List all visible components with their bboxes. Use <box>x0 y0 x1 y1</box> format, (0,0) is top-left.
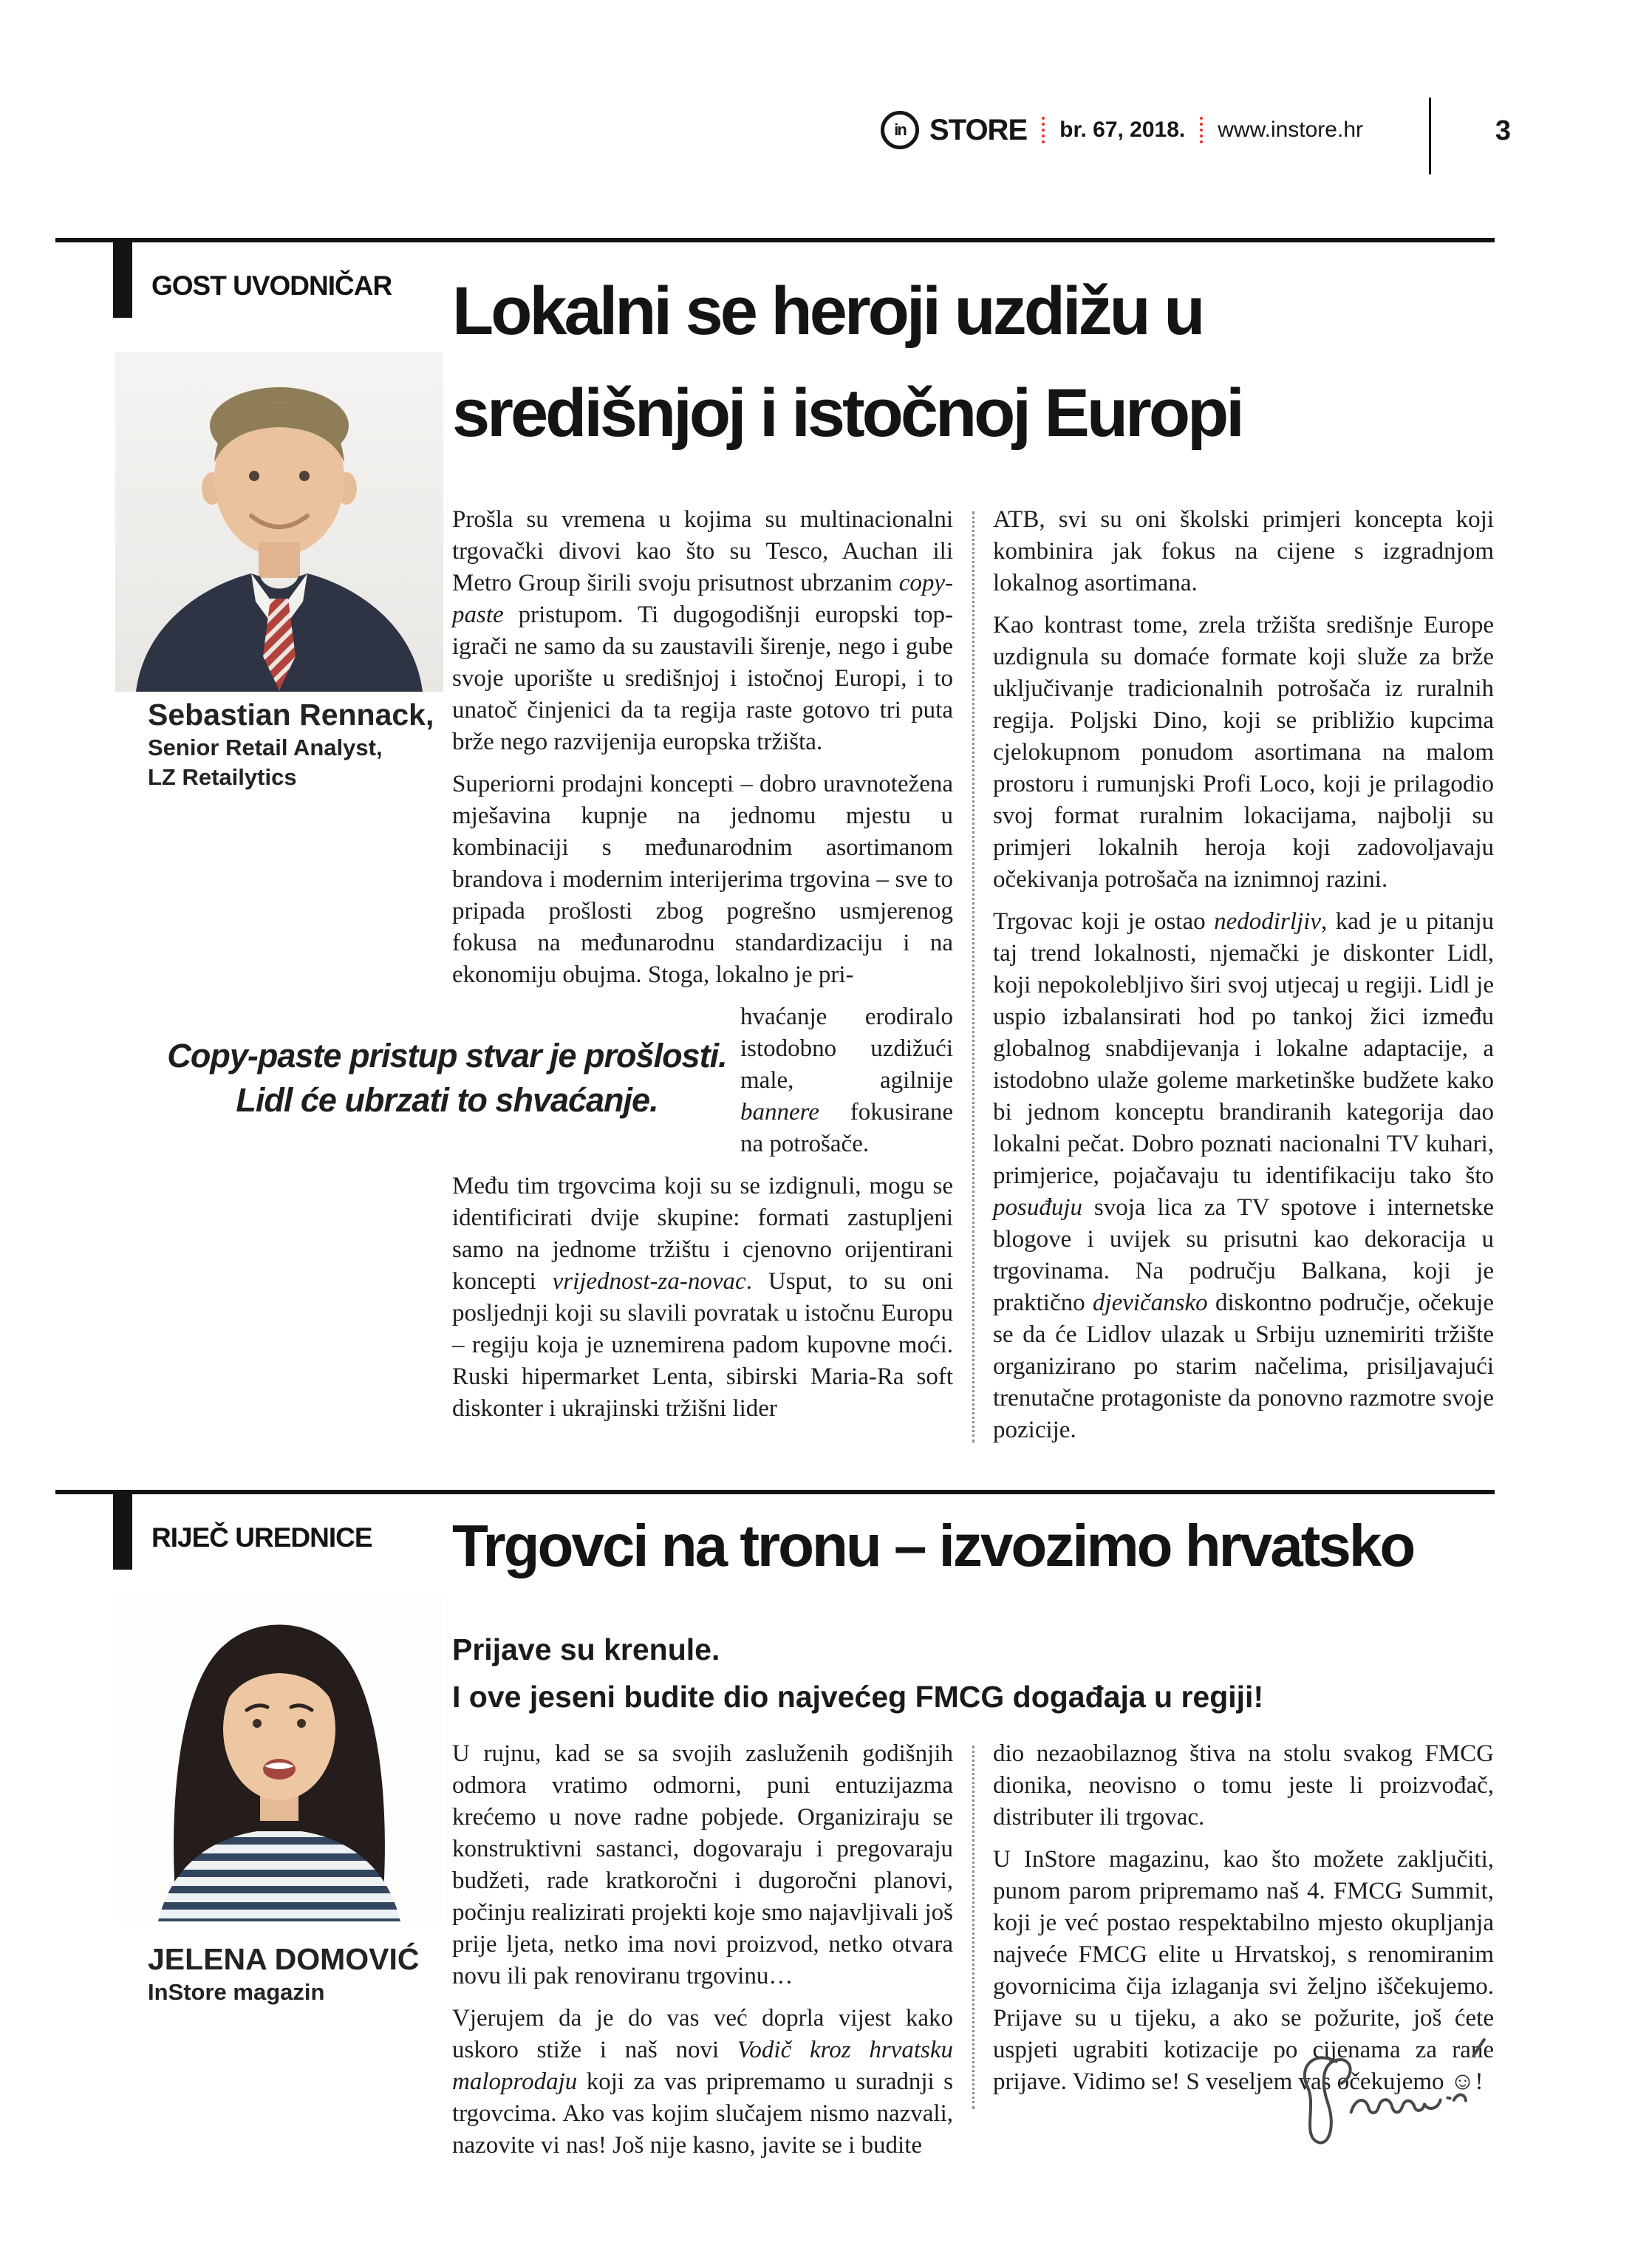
article2-paragraph: Vjerujem da je do vas već doprla vijest kako uskoro stiže i naš novi Vodič kroz hrvatsku maloprodaju koji za vas pripremamo u suradnji s trgovcima. Ako vas kojim slučajem nismo nazvali, nazovite vi nas! Još nije kasno, javite se i budite <box>452 2005 953 2159</box>
section-rule <box>55 238 1495 242</box>
issue-number: br. 67, 2018. <box>1059 118 1186 142</box>
article1-headline <box>452 260 1509 464</box>
section-marker-bar <box>113 242 132 318</box>
article2-author-block <box>148 1941 420 2007</box>
article1-paragraph-wrap: hvaćanje erodiralo istodobno uzdižući male, agilnije bannere fokusirane na potrošače. <box>740 1004 953 1157</box>
red-dotted-separator <box>1200 117 1203 143</box>
editor-signature <box>1263 2031 1508 2162</box>
author-name: Sebastian Rennack, <box>148 698 434 732</box>
masthead <box>881 111 1363 149</box>
pull-quote-line2: Lidl će ubrzati to shvaćanje. <box>236 1081 658 1119</box>
article1-paragraph: Među tim trgovcima koji su se izdignuli, mogu se identificirati dvije skupine: formati zastupljeni samo na jednome tržištu i cjenovno orijentirani koncepti vrijednost-za-novac. Usput, to su oni posljednji koji su slavili povratak u istočnu Europu – regiju koja je uznemirena padom kupovne moći. Ruski hipermarket Lenta, sibirski Maria-Ra soft diskonter i ukrajinski tržišni lider <box>452 1173 953 1422</box>
article1-paragraph: Kao kontrast tome, zrela tržišta središnje Europe uzdignula su domaće formate koji služe za brže uključivanje tradicionalnih potrošača iz ruralnih regija. Poljski Dino, koji se približio kupcima cjelokupnom ponudom asortimana na malom prostoru i rumunjski Profi Loco, koji je prilagodio svoj format ruralnim lokacijama, najbolji su primjeri lokalnih heroja koji zadovoljavaju očekivanja potrošača na iznimnoj razini. <box>993 612 1494 893</box>
article1-paragraph: Superiorni prodajni koncepti – dobro uravnotežena mješavina kupnje na jednomu mjestu u kombinaciji s međunarodnim asortimanom brandova i modernim interijerima trgovina – sve to pripada prošlosti zbog pogrešno usmjerenog fokusa na međunarodnu standardizaciju i na ekonomiju obujma. Stoga, lokalno je pri- <box>452 771 953 988</box>
article2-paragraph: dio nezaobilaznog štiva na stolu svakog FMCG dionika, neovisno o tomu jeste li proizvođač, distributer ili trgovac. <box>993 1740 1494 1831</box>
article2-lead-line2: I ove jeseni budite dio najvećeg FMCG događaja u regiji! <box>452 1680 1264 1714</box>
section-marker-bar <box>113 1494 132 1570</box>
article1-paragraph: Prošla su vremena u kojima su multinacionalni trgovački divovi kao što su Tesco, Auchan ili Metro Group širili svoju prisutnost ubrzanim copy-paste pristupom. Ti dugogodišnji europski top-igrači ne samo da su zaustavili širenje, nego i gube svoje uporište u središnjoj i istočnoj Europi, i to unatoč činjenici da ta regija raste gotovo tri puta brže nego razvijenija europska tržišta. <box>452 506 953 755</box>
article1-headline-line1: Lokalni se heroji uzdižu u <box>452 273 1203 349</box>
author-role-line2: LZ Retailytics <box>148 764 297 790</box>
section-label-gost-uvodnicar: GOST UVODNIČAR <box>151 270 392 301</box>
article1-paragraph: Trgovac koji je ostao nedodirljiv, kad je u pitanju taj trend lokalnosti, njemački je diskonter Lidl, koji nepokolebljivo širi svoj utjecaj u regiji. Lidl je uspio izbalansirati hod po tankoj žici između globalnog snabdijevanja i lokalne adaptacije, a istodobno ulaže goleme marketinške budžete kako bi jednom konceptu brandiranih kategorija dao lokalni pečat. Dobro poznati nacionalni TV kuhari, primjerice, pojačavaju tu identifikaciju tako što posuđuju svoja lica za TV spotove i internetske blogove i uvijek su prisutni kao dekoracija u trgovinama. Na području Balkana, koji je praktično djevičansko diskontno područje, očekuje se da će Lidlov ulazak u Srbiju uznemiriti tržište organizirano po starim načelima, prisiljavajući trenutačne protagoniste da ponovno razmotre svoje pozicije. <box>993 908 1494 1443</box>
section-label-rijec-urednice: RIJEČ UREDNICE <box>151 1522 372 1553</box>
author-role-line1: Senior Retail Analyst, <box>148 735 383 760</box>
article2-paragraph: U rujnu, kad se sa svojih zasluženih godišnjih odmora vratimo odmorni, puni entuzijazma krećemo u nove radne pobjede. Organiziraju se konstruktivni sastanci, dogovaraju i pregovaraju budžeti, rade kratkoročni i dugoročni planovi, počinju realizirati projekti koje smo najavljivali još prije ljeta, netko ima novi proizvod, netko otvara novu ili pak renoviranu trgovinu… <box>452 1740 953 1989</box>
pull-quote-line1: Copy-paste pristup stvar je prošlosti. <box>167 1037 727 1075</box>
instore-wordmark: STORE <box>929 113 1028 146</box>
column-separator-dotted <box>972 511 974 1443</box>
article1-author-block <box>148 696 434 792</box>
article2-lead <box>452 1626 1263 1720</box>
website-url: www.instore.hr <box>1218 118 1363 142</box>
pull-quote <box>163 1001 731 1160</box>
section-rule <box>55 1490 1495 1494</box>
author-role: InStore magazin <box>148 1979 325 2005</box>
column-separator-dotted <box>972 1746 974 2109</box>
article1-paragraph: ATB, svi su oni školski primjeri koncepta koji kombinira jak fokus na cijene s izgradnjom lokalnog asortimana. <box>993 506 1494 596</box>
header-divider-line <box>1429 98 1431 174</box>
author-photo-sebastian <box>115 352 443 692</box>
article2-lead-line1: Prijave su krenule. <box>452 1632 720 1666</box>
article2-headline: Trgovci na tronu – izvozimo hrvatsko <box>452 1513 1414 1579</box>
author-photo-jelena <box>115 1593 443 1921</box>
article1-headline-line2: središnjoj i istočnoj Europi <box>452 375 1242 451</box>
red-dotted-separator <box>1042 117 1045 143</box>
article2-column1 <box>452 1738 953 2162</box>
pull-quote-row <box>167 1001 953 1160</box>
author-name: JELENA DOMOVIĆ <box>148 1942 420 1976</box>
instore-logo-icon: in <box>881 111 919 149</box>
article2-paragraph: U InStore magazinu, kao što možete zaključiti, punom parom pripremamo naš 4. FMCG Summit, koji je već postao respektabilno mjesto okupljanja najveće FMCG elite u Hrvatskoj, s renomiranim govornicima čija izlaganja svi željno iščekujemo. Prijave su u tijeku, a ako se požurite, još ćete uspjeti ugrabiti kotizacije po cijenama za rane prijave. Vidimo se! S veseljem vas očekujemo ☺! <box>993 1846 1494 2095</box>
article1-column2 <box>993 504 1494 1446</box>
page-number: 3 <box>1495 115 1511 146</box>
